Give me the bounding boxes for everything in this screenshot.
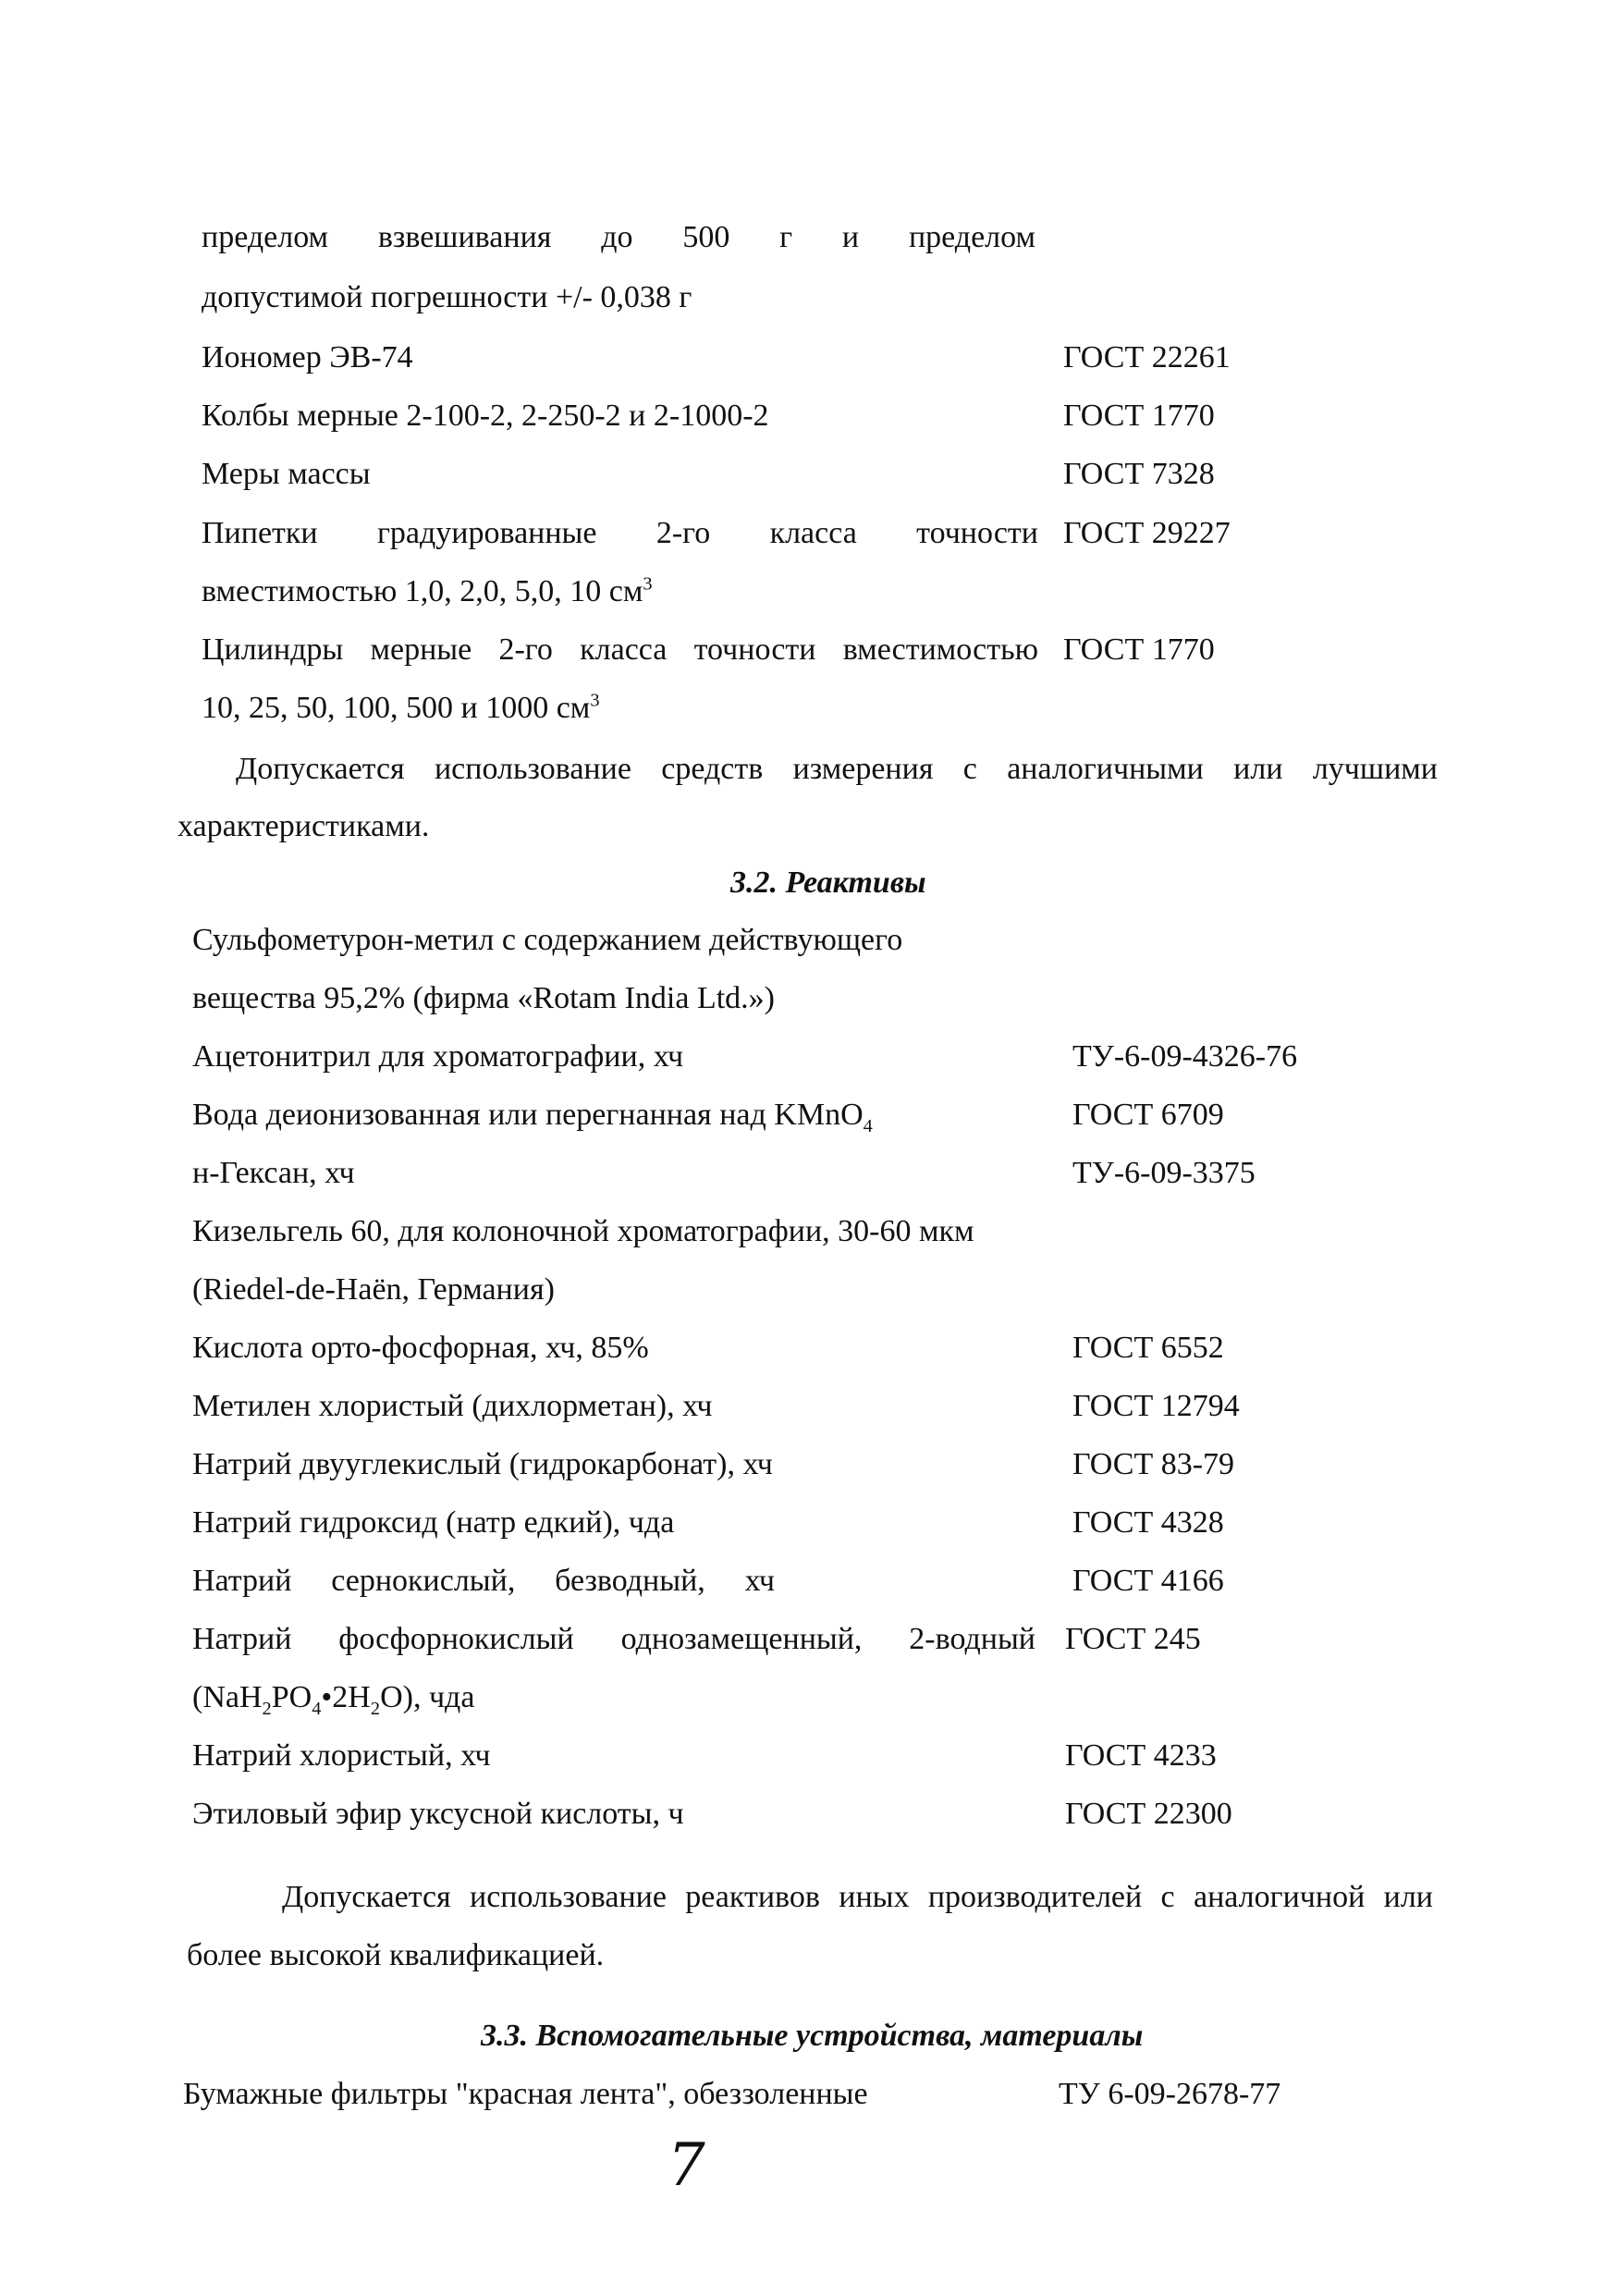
word: 500 (682, 220, 730, 254)
reagent-standard: ГОСТ 22300 (1065, 1797, 1232, 1831)
reagent-name-line-2: вещества 95,2% (фирма «Rotam India Ltd.») (192, 981, 775, 1015)
ionomer-name: Иономер ЭВ-74 (202, 340, 413, 374)
reagent-standard: ГОСТ 245 (1065, 1622, 1201, 1656)
reagent-name: н-Гексан, хч (192, 1156, 355, 1190)
pipettes-volume-line (202, 573, 653, 608)
pipettes-name: Пипетки градуированные 2-го класса точности (202, 516, 1038, 550)
reagent-standard: ТУ-6-09-4326-76 (1072, 1039, 1298, 1074)
weights-standard: ГОСТ 7328 (1063, 457, 1215, 491)
reagent-name: Натрий двууглекислый (гидрокарбонат), хч (192, 1447, 773, 1481)
formula-part: (NaH (192, 1680, 263, 1714)
word: пределом (908, 220, 1035, 254)
reagent-standard: ТУ-6-09-3375 (1072, 1156, 1256, 1190)
reagent-standard: ГОСТ 4166 (1072, 1564, 1224, 1598)
reagent-name: Натрий сернокислый, безводный, хч (192, 1564, 775, 1598)
word: и (841, 220, 860, 254)
reagent-name: Метилен хлористый (дихлорметан), хч (192, 1389, 713, 1423)
reagent-name-text: Вода деионизованная или перегнанная над KMnO (192, 1098, 864, 1132)
flasks-standard: ГОСТ 1770 (1063, 399, 1215, 433)
reagent-name: Кизельгель 60, для колоночной хроматографии, 30-60 мкм (192, 1214, 974, 1248)
formula-part: O), чда (380, 1680, 475, 1714)
reagent-name (192, 1098, 873, 1136)
reagent-name: Этиловый эфир уксусной кислоты, ч (192, 1797, 684, 1831)
reagent-standard: ГОСТ 12794 (1072, 1389, 1240, 1423)
formula-part: PO (271, 1680, 312, 1714)
word: до (601, 220, 633, 254)
pipettes-standard: ГОСТ 29227 (1063, 516, 1231, 550)
reagent-name: Кислота орто-фосфорная, хч, 85% (192, 1331, 649, 1365)
cylinders-name: Цилиндры мерные 2-го класса точности вместимостью (202, 632, 1038, 667)
flasks-name: Колбы мерные 2-100-2, 2-250-2 и 2-1000-2 (202, 399, 769, 433)
balance-line-1 (202, 222, 1035, 253)
reagent-name: Натрий гидроксид (натр едкий), чда (192, 1505, 675, 1540)
note-reagents-line-2: более высокой квалификацией. (187, 1938, 605, 1972)
note-instruments-line-1: Допускается использование средств измерения с аналогичными или лучшими (236, 752, 1438, 786)
cylinders-volume-text: 10, 25, 50, 100, 500 и 1000 см (202, 691, 591, 725)
reagent-standard: ГОСТ 4233 (1065, 1738, 1217, 1773)
formula-part: •2H (321, 1680, 371, 1714)
formula-subscript: 2 (370, 1698, 381, 1719)
balance-line-2: допустимой погрешности +/- 0,038 г (202, 280, 692, 314)
formula-subscript: 4 (312, 1698, 322, 1719)
reagent-name-line-2: (Riedel-de-Haёn, Германия) (192, 1272, 555, 1307)
reagent-name: Сульфометурон-метил с содержанием действующего (192, 923, 903, 957)
word: г (779, 220, 793, 254)
reagent-name: Натрий фосфорнокислый однозамещенный, 2-водный (192, 1622, 1035, 1656)
pipettes-volume-text: вместимостью 1,0, 2,0, 5,0, 10 см (202, 574, 643, 608)
ionomer-standard: ГОСТ 22261 (1063, 340, 1231, 374)
reagent-standard: ГОСТ 4328 (1072, 1505, 1224, 1540)
formula-subscript: 4 (863, 1115, 873, 1136)
reagent-name: Натрий хлористый, хч (192, 1738, 491, 1773)
formula-subscript: 2 (262, 1698, 272, 1719)
cylinders-volume-line (202, 690, 600, 725)
reagent-formula-line (192, 1680, 475, 1719)
note-reagents-line-1: Допускается использование реактивов иных производителей с аналогичной или (282, 1880, 1433, 1914)
section-heading-auxiliary: 3.3. Вспомогательные устройства, материалы (481, 2019, 1144, 2053)
aux-item-standard: ТУ 6-09-2678-77 (1059, 2077, 1281, 2111)
aux-item-name: Бумажные фильтры "красная лента", обеззоленные (183, 2077, 868, 2111)
cubic-exponent: 3 (590, 690, 600, 711)
cylinders-standard: ГОСТ 1770 (1063, 632, 1215, 667)
reagent-standard: ГОСТ 83-79 (1072, 1447, 1235, 1481)
page-number: 7 (668, 2131, 705, 2200)
weights-name: Меры массы (202, 457, 371, 491)
reagent-standard: ГОСТ 6709 (1072, 1098, 1224, 1132)
word: взвешивания (377, 220, 552, 254)
cubic-exponent: 3 (643, 573, 653, 595)
reagent-name: Ацетонитрил для хроматографии, хч (192, 1039, 684, 1074)
section-heading-reagents: 3.2. Реактивы (730, 866, 926, 900)
note-instruments-line-2: характеристиками. (178, 809, 430, 843)
reagent-standard: ГОСТ 6552 (1072, 1331, 1224, 1365)
word: пределом (202, 220, 329, 254)
